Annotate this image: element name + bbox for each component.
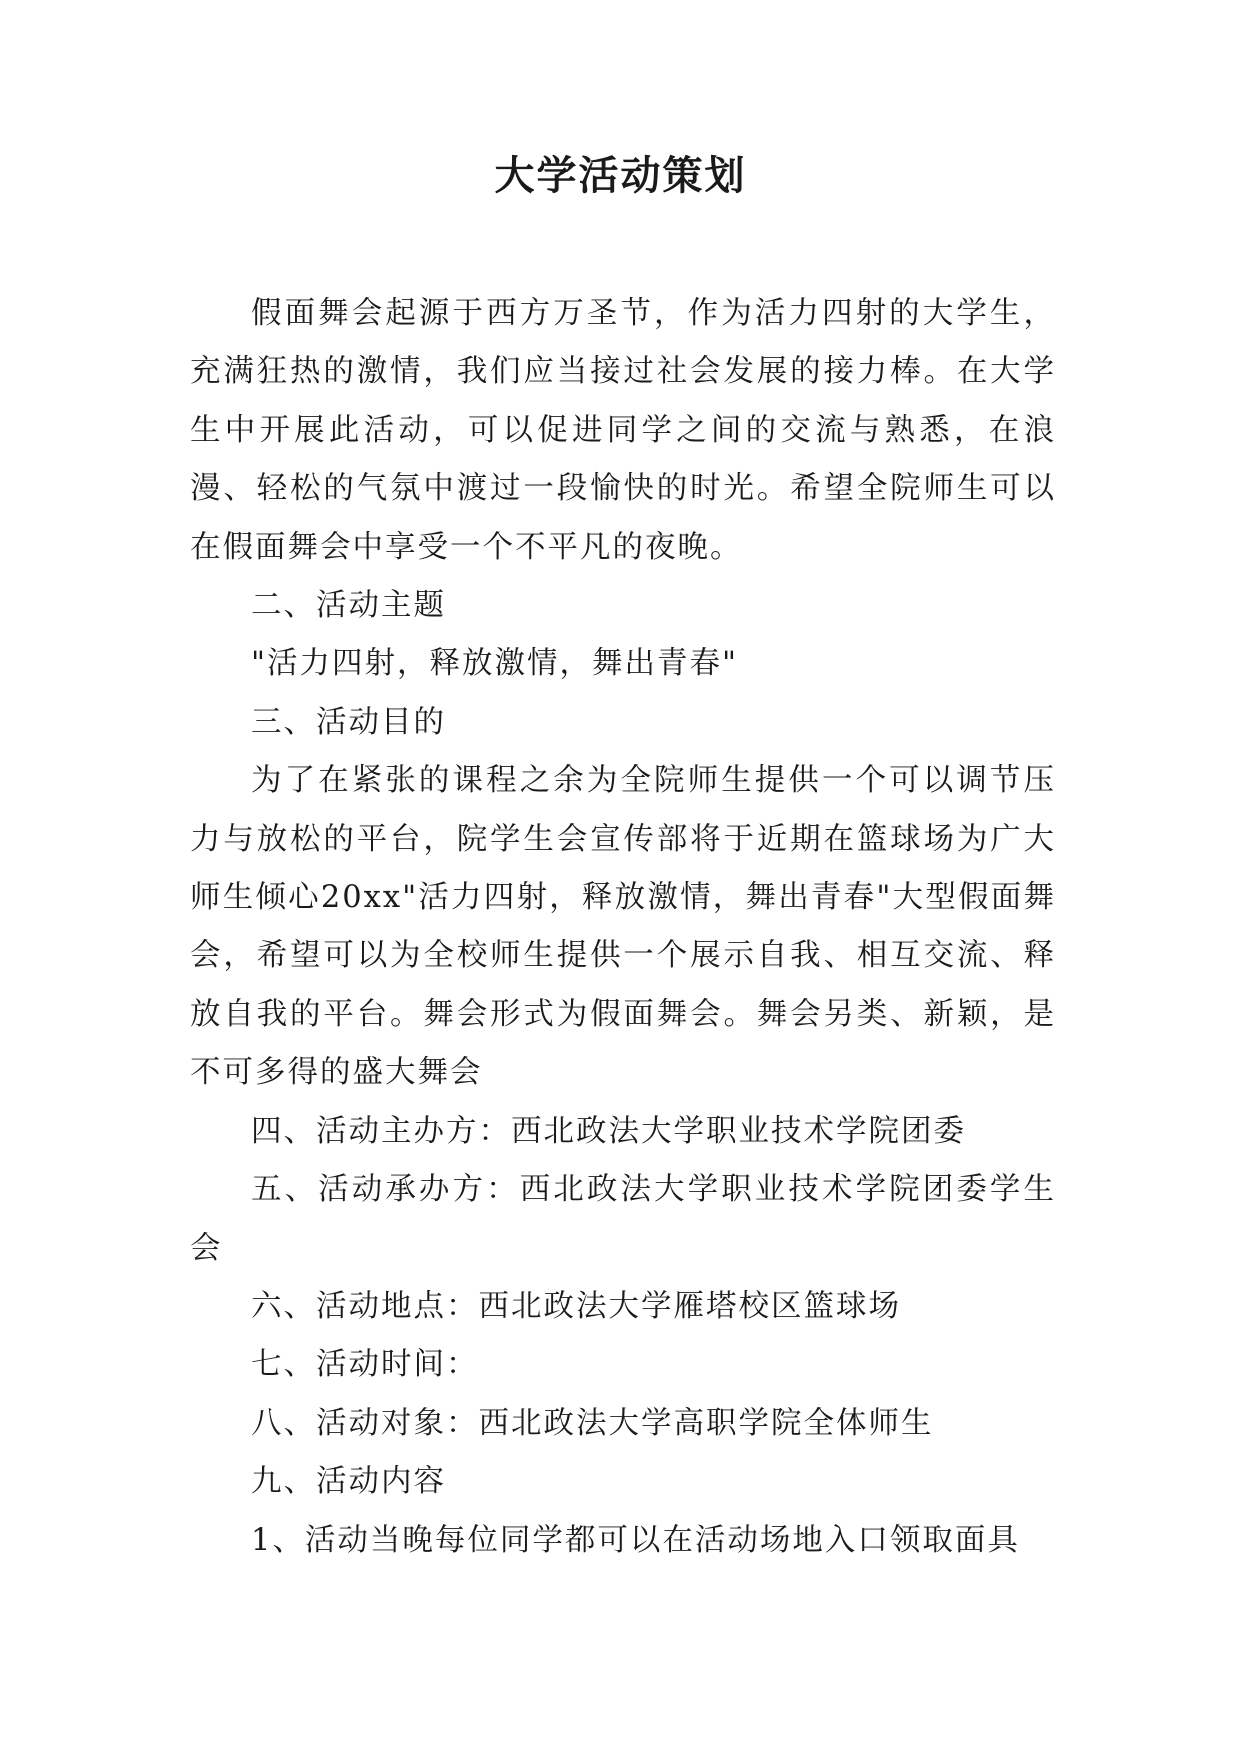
document-body	[190, 285, 1056, 1570]
heading-theme: 二、活动主题	[251, 588, 446, 624]
heading-content: 九、活动内容	[251, 1464, 446, 1500]
item-location: 六、活动地点：西北政法大学雁塔校区篮球场	[251, 1288, 901, 1324]
heading-purpose: 三、活动目的	[251, 704, 446, 740]
item-audience: 八、活动对象：西北政法大学高职学院全体师生	[251, 1405, 934, 1441]
item-co-organizer: 五、活动承办方：西北政法大学职业技术学院团委学生会	[190, 1172, 1056, 1266]
document-title: 大学活动策划	[494, 153, 747, 199]
item-organizer: 四、活动主办方：西北政法大学职业技术学院团委	[251, 1113, 966, 1149]
content-item-1: 1、活动当晚每位同学都可以在活动场地入口领取面具	[251, 1522, 1020, 1558]
paragraph-intro: 假面舞会起源于西方万圣节，作为活力四射的大学生，充满狂热的激情，我们应当接过社会发展的接力棒。在大学生中开展此活动，可以促进同学之间的交流与熟悉，在浪漫、轻松的气氛中渡过一段愉快的时光。希望全院师生可以在假面舞会中享受一个不平凡的夜晚。	[190, 296, 1056, 565]
item-time: 七、活动时间：	[251, 1347, 479, 1383]
theme-slogan: "活力四射，释放激情，舞出青春"	[251, 646, 739, 682]
paragraph-purpose: 为了在紧张的课程之余为全院师生提供一个可以调节压力与放松的平台，院学生会宣传部将于近期在篮球场为广大师生倾心20xx"活力四射，释放激情，舞出青春"大型假面舞会，希望可以为全校师生提供一个展示自我、相互交流、释放自我的平台。舞会形式为假面舞会。舞会另类、新颖，是不可多得的盛大舞会	[190, 763, 1056, 1091]
